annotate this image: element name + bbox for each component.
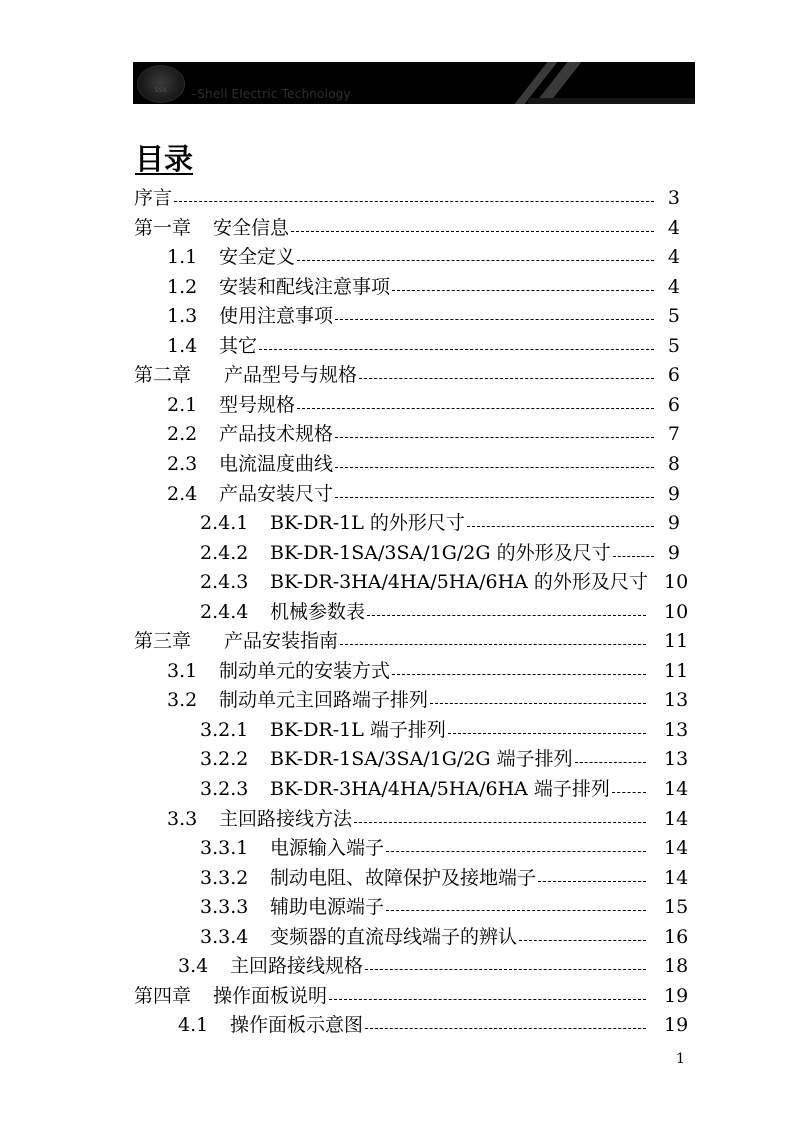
toc-entry-page: 6 <box>667 393 680 416</box>
toc-entry-number: 2.1 <box>167 393 198 416</box>
toc-entry[interactable] <box>0 747 791 771</box>
toc-entry-page: 8 <box>667 452 680 475</box>
toc-entry-label: BK-DR-1SA/3SA/1G/2G 端子排列 <box>270 748 573 771</box>
toc-entry-page: 16 <box>664 925 689 948</box>
toc-entry-label: 制动单元主回路端子排列 <box>219 689 429 712</box>
toc-entry[interactable] <box>0 570 791 594</box>
toc-entry-number: 3.3.2 <box>200 866 249 889</box>
toc-leader-dots <box>612 792 646 793</box>
toc-entry[interactable] <box>0 245 791 269</box>
toc-entry-page: 3 <box>667 187 680 209</box>
toc-entry-page: 14 <box>664 866 689 889</box>
toc-entry-number: 2.4.1 <box>200 512 249 535</box>
toc-entry-label: BK-DR-1L 的外形尺寸 <box>270 512 465 535</box>
toc-entry-number: 3.4 <box>178 955 209 978</box>
toc-entry[interactable] <box>0 836 791 860</box>
toc-leader-dots <box>329 999 646 1000</box>
toc-entry-label: 主回路接线规格 <box>230 955 364 978</box>
toc-entry-page: 4 <box>667 216 680 239</box>
toc-entry-number: 3.3.3 <box>200 896 249 919</box>
toc-entry-label: BK-DR-1L 端子排列 <box>270 718 446 741</box>
toc-entry-number: 第四章 <box>134 984 192 1007</box>
toc-leader-dots <box>386 851 646 852</box>
toc-leader-dots <box>613 556 654 557</box>
toc-leader-dots <box>297 260 654 261</box>
toc-entry[interactable] <box>0 659 791 683</box>
toc-entry-label: 产品安装尺寸 <box>219 482 334 505</box>
toc-entry[interactable] <box>0 600 791 624</box>
toc-leader-dots <box>354 822 646 823</box>
toc-entry-label: BK-DR-3HA/4HA/5HA/6HA 的外形及尺寸 <box>270 571 648 594</box>
page-number: 1 <box>676 1051 685 1067</box>
toc-entry-label: 操作面板示意图 <box>230 1014 364 1037</box>
toc-entry-number: 4.1 <box>178 1014 209 1037</box>
toc-entry-number: 2.4.4 <box>200 600 249 623</box>
toc-leader-dots <box>392 290 654 291</box>
toc-entry-label: 机械参数表 <box>270 600 366 623</box>
toc-entry-label: 其它 <box>219 334 258 357</box>
toc-entry-number: 3.2.2 <box>200 748 249 771</box>
toc-entry-label: 产品型号与规格 <box>224 364 358 387</box>
toc-entry[interactable] <box>0 216 791 240</box>
toc-entry-number: 3.1 <box>167 659 198 682</box>
toc-leader-dots <box>297 408 654 409</box>
toc-entry-number: 2.2 <box>167 423 198 446</box>
toc-leader-dots <box>367 615 646 616</box>
toc-entry-label: 变频器的直流母线端子的辨认 <box>270 925 518 948</box>
toc-entry-label: BK-DR-1SA/3SA/1G/2G 的外形及尺寸 <box>270 541 611 564</box>
toc-entry-page: 11 <box>664 630 689 653</box>
toc-leader-dots <box>335 437 654 438</box>
toc-entry[interactable] <box>0 925 791 949</box>
toc-entry-number: 2.4 <box>167 482 198 505</box>
toc-entry-number: 1.2 <box>167 275 198 298</box>
toc-entry-number: 第三章 <box>134 630 192 653</box>
toc-entry-label: BK-DR-3HA/4HA/5HA/6HA 端子排列 <box>270 778 610 800</box>
toc-entry-label: 安全信息 <box>213 216 290 239</box>
toc-leader-dots <box>519 940 646 941</box>
toc-entry-number: 2.4.3 <box>200 571 249 594</box>
toc-entry-page: 13 <box>664 748 689 771</box>
toc-leader-dots <box>467 526 654 527</box>
toc-leader-dots <box>430 703 646 704</box>
toc-entry-page: 5 <box>667 334 680 357</box>
toc-entry[interactable] <box>0 422 791 446</box>
toc-entry-number: 2.3 <box>167 452 198 475</box>
toc-leader-dots <box>359 378 654 379</box>
toc-entry-number: 3.3 <box>167 807 198 830</box>
toc-entry-label: 电源输入端子 <box>270 837 385 860</box>
toc-entry-label: 使用注意事项 <box>219 305 334 328</box>
toc-entry[interactable] <box>0 807 791 831</box>
toc-entry-label: 序言 <box>134 187 173 209</box>
toc-entry[interactable] <box>0 629 791 653</box>
toc-leader-dots <box>392 674 646 675</box>
toc-entry-label: 制动电阻、故障保护及接地端子 <box>270 866 537 889</box>
toc-entry-page: 4 <box>667 246 680 269</box>
toc-entry-page: 5 <box>667 305 680 328</box>
toc-entry-label: 型号规格 <box>219 393 296 416</box>
toc-entry[interactable] <box>0 304 791 328</box>
toc-leader-dots <box>340 644 646 645</box>
toc-entry[interactable] <box>0 866 791 890</box>
toc-entry-page: 13 <box>664 689 689 712</box>
toc-entry[interactable] <box>0 954 791 978</box>
toc-leader-dots <box>386 910 646 911</box>
toc-entry-label: 主回路接线方法 <box>219 807 353 830</box>
banner-band <box>528 98 695 104</box>
toc-entry-number: 3.3.1 <box>200 837 249 860</box>
toc-entry-page: 9 <box>667 512 680 535</box>
toc-entry-label: 产品技术规格 <box>219 423 334 446</box>
toc-leader-dots <box>538 881 646 882</box>
toc-entry-number: 1.3 <box>167 305 198 328</box>
toc-entry-page: 6 <box>667 364 680 387</box>
company-name: –Shell Electric Technology <box>191 87 351 101</box>
toc-entry-page: 19 <box>664 984 689 1007</box>
toc-entry[interactable] <box>0 186 791 210</box>
toc-entry[interactable] <box>0 688 791 712</box>
toc-entry-number: 第二章 <box>134 364 192 387</box>
toc-entry-label: 操作面板说明 <box>213 984 328 1007</box>
toc-entry[interactable] <box>0 393 791 417</box>
toc-leader-dots <box>335 467 654 468</box>
toc-entry-label: 电流温度曲线 <box>219 452 334 475</box>
toc-leader-dots <box>335 497 654 498</box>
toc-leader-dots <box>575 762 646 763</box>
toc-entry-label: 安全定义 <box>219 246 296 269</box>
toc-entry-number: 3.2.3 <box>200 778 249 800</box>
toc-leader-dots <box>365 1028 646 1029</box>
toc-entry-label: 产品安装指南 <box>224 630 339 653</box>
toc-leader-dots <box>174 201 654 202</box>
toc-entry-page: 10 <box>664 571 689 594</box>
toc-entry[interactable] <box>0 895 791 919</box>
toc-entry-page: 10 <box>664 600 689 623</box>
header-banner <box>133 62 695 104</box>
toc-entry-page: 4 <box>667 275 680 298</box>
company-logo-icon <box>137 65 185 103</box>
toc-entry[interactable] <box>0 363 791 387</box>
toc-entry-number: 3.2.1 <box>200 718 249 741</box>
toc-entry-number: 第一章 <box>134 216 192 239</box>
toc-entry-label: 安装和配线注意事项 <box>219 275 391 298</box>
toc-entry[interactable] <box>0 718 791 742</box>
toc-entry-number: 2.4.2 <box>200 541 249 564</box>
toc-entry[interactable] <box>0 511 791 535</box>
toc-entry-page: 11 <box>664 659 689 682</box>
toc-entry[interactable] <box>0 334 791 358</box>
toc-entry-number: 1.4 <box>167 334 198 357</box>
toc-leader-dots <box>291 231 654 232</box>
toc-entry-label: 辅助电源端子 <box>270 896 385 919</box>
toc-entry-page: 18 <box>664 955 689 978</box>
toc-entry-page: 7 <box>667 423 680 446</box>
toc-leader-dots <box>448 733 646 734</box>
toc-entry[interactable] <box>0 984 791 1008</box>
toc-entry[interactable] <box>0 777 791 801</box>
toc-entry-page: 14 <box>664 807 689 830</box>
toc-leader-dots <box>335 319 654 320</box>
toc-entry[interactable] <box>0 275 791 299</box>
toc-leader-dots <box>259 349 654 350</box>
toc-entry-page: 13 <box>664 718 689 741</box>
toc-entry-page: 19 <box>664 1014 689 1037</box>
toc-leader-dots <box>365 969 646 970</box>
page-title: 目录 <box>135 142 194 176</box>
toc-entry-number: 1.1 <box>167 246 198 269</box>
toc-entry-page: 14 <box>664 837 689 860</box>
toc-entry-number: 3.2 <box>167 689 198 712</box>
toc-entry-page: 14 <box>664 778 689 800</box>
logo-text: SSK <box>154 87 168 94</box>
toc-entry-page: 9 <box>667 541 680 564</box>
toc-entry[interactable] <box>0 1013 791 1037</box>
toc-entry[interactable] <box>0 541 791 565</box>
toc-entry-page: 9 <box>667 482 680 505</box>
toc-entry-label: 制动单元的安装方式 <box>219 659 391 682</box>
toc-entry[interactable] <box>0 482 791 506</box>
toc-entry-number: 3.3.4 <box>200 925 249 948</box>
toc-entry[interactable] <box>0 452 791 476</box>
toc-entry-page: 15 <box>664 896 689 919</box>
